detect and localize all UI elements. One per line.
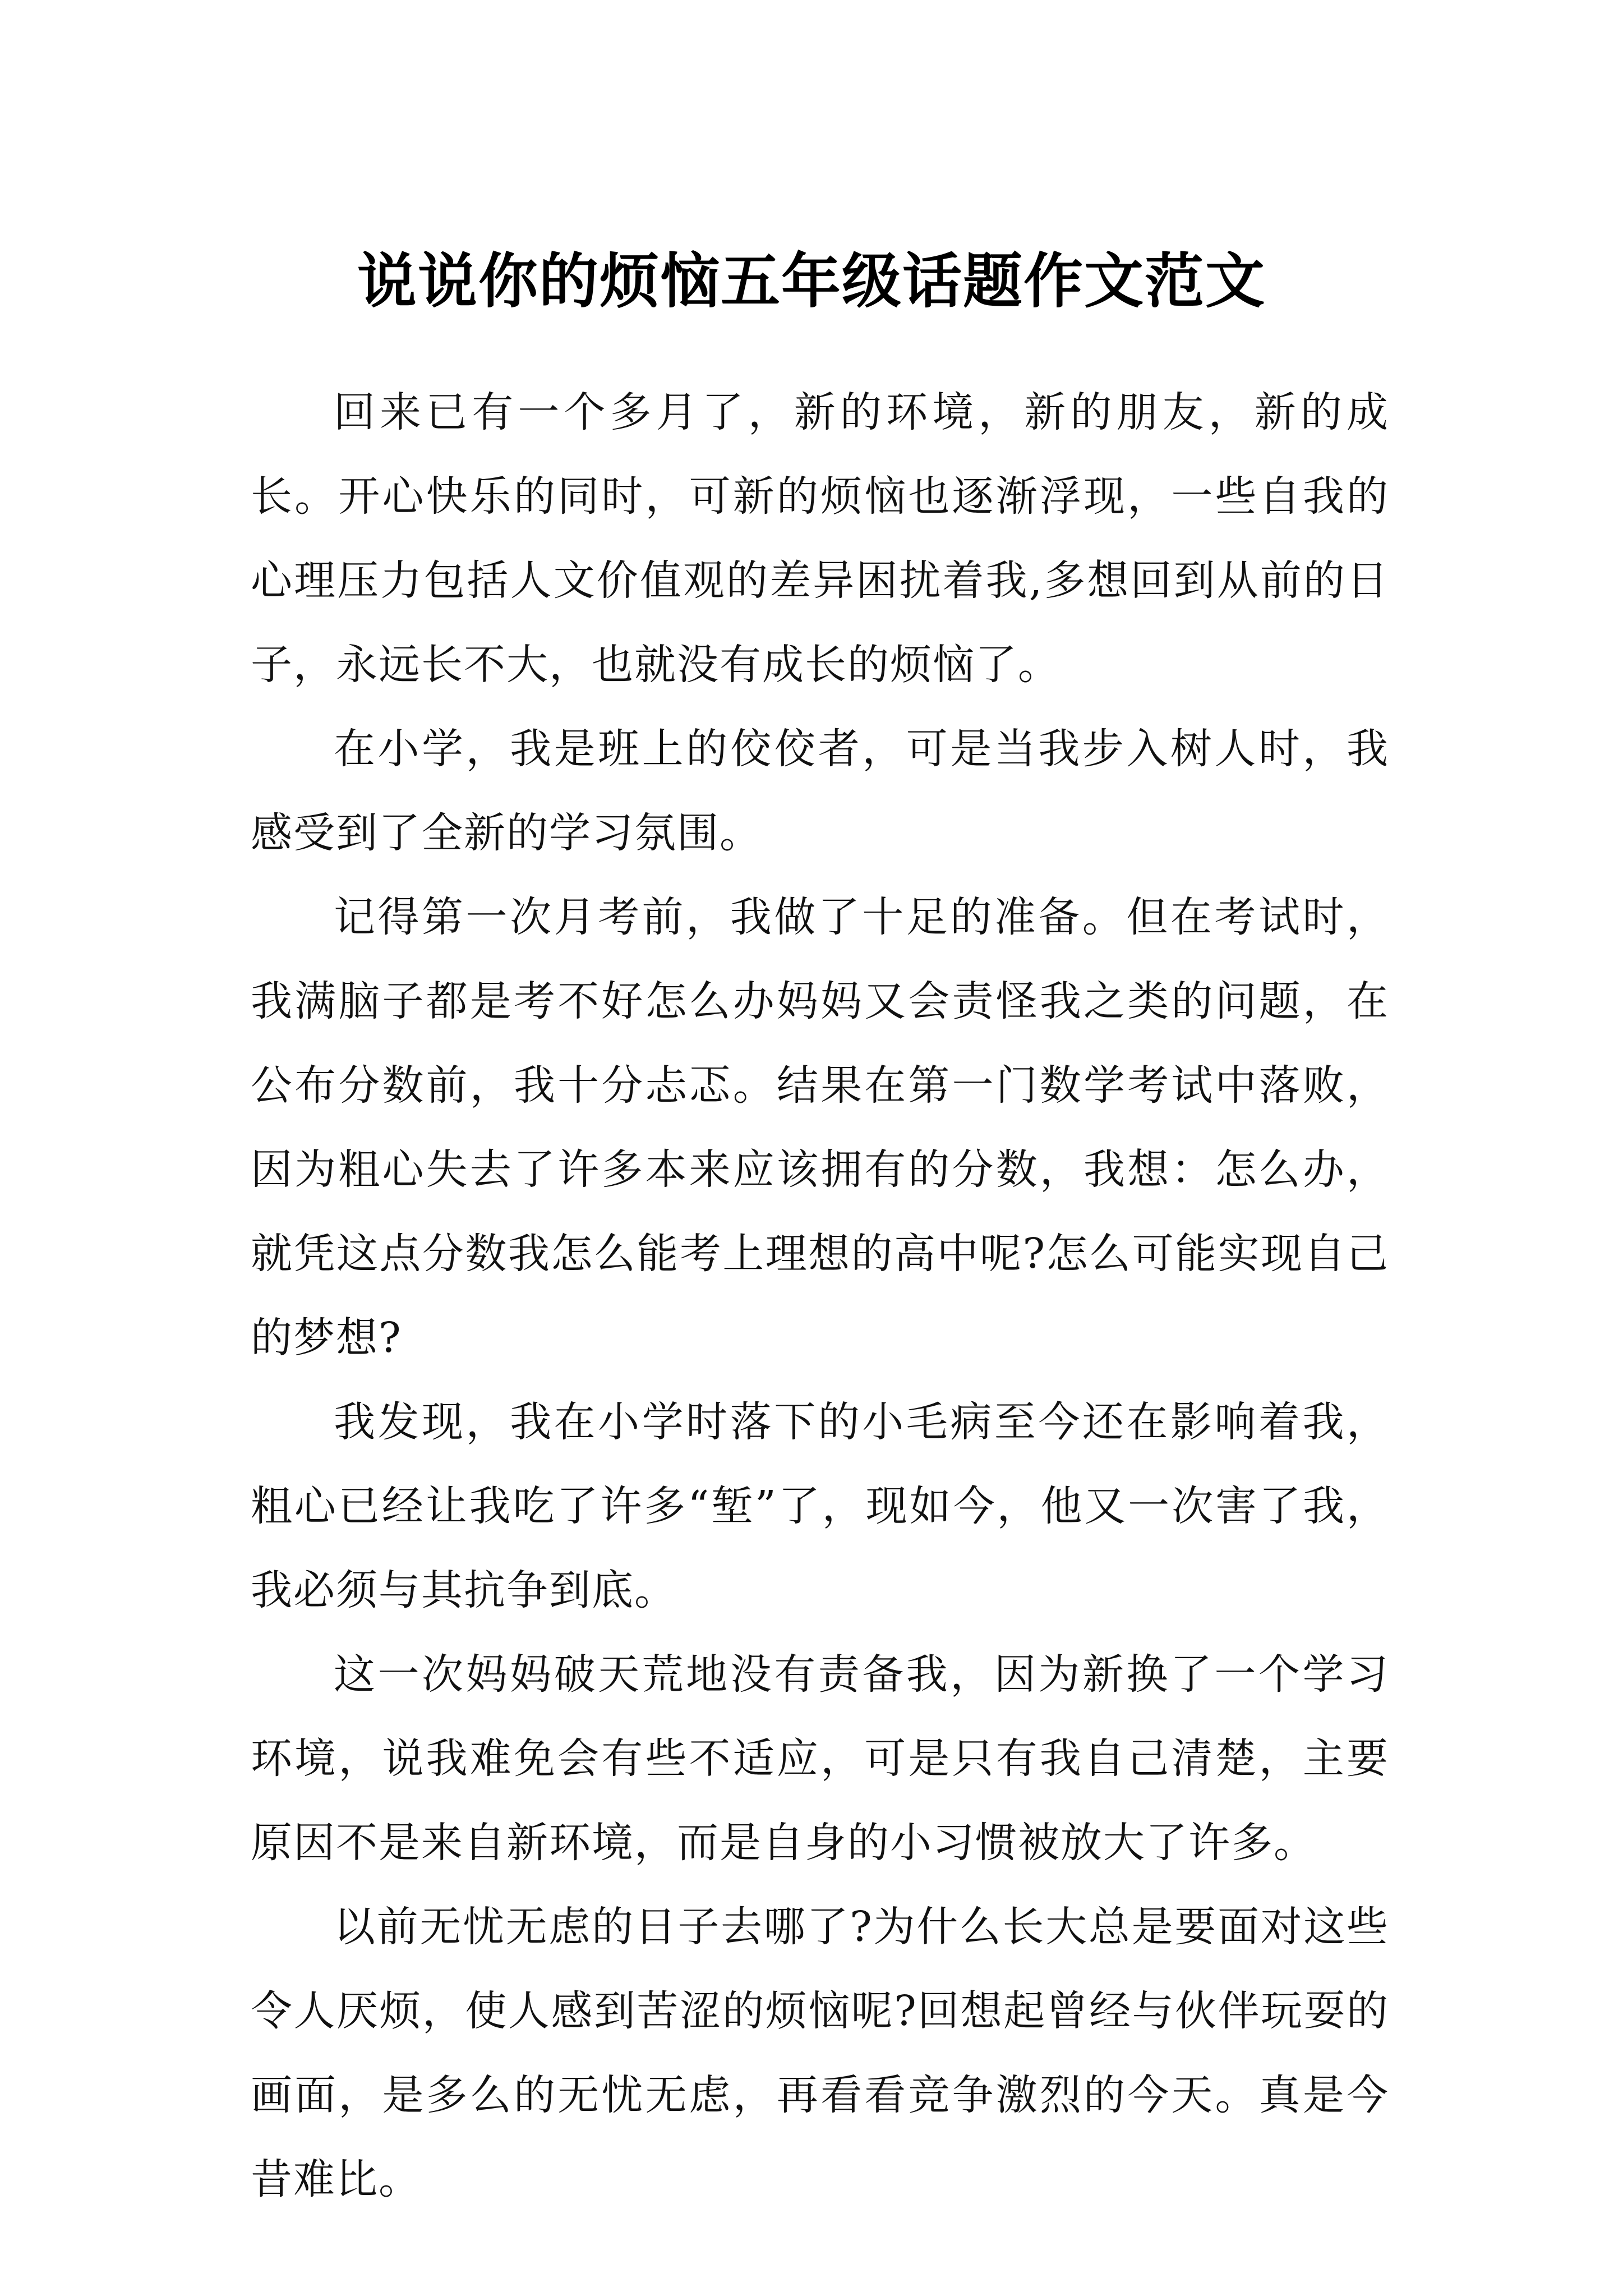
document-title: 说说你的烦恼五年级话题作文范文 (357, 246, 1266, 316)
paragraph: 记得第一次月考前，我做了十足的准备。但在考试时，我满脑子都是考不好怎么办妈妈又会责怪我之类的问题，在公布分数前，我十分忐忑。结果在第一门数学考试中落败，因为粗心失去了许多本来应该拥有的分数，我想：怎么办，就凭这点分数我怎么能考上理想的高中呢?怎么可能实现自己的梦想? (251, 893, 1389, 1362)
paragraph: 我发现，我在小学时落下的小毛病至今还在影响着我，粗心已经让我吃了许多“堑”了，现如今，他又一次害了我，我必须与其抗争到底。 (251, 1398, 1389, 1614)
document-body (251, 370, 1389, 2221)
paragraph: 以前无忧无虑的日子去哪了?为什么长大总是要面对这些令人厌烦，使人感到苦涩的烦恼呢?回想起曾经与伙伴玩耍的画面，是多么的无忧无虑，再看看竞争激烈的今天。真是今昔难比。 (251, 1903, 1389, 2203)
paragraph: 回来已有一个多月了，新的环境，新的朋友，新的成长。开心快乐的同时，可新的烦恼也逐渐浮现，一些自我的心理压力包括人文价值观的差异困扰着我,多想回到从前的日子，永远长不大，也就没有成长的烦恼了。 (251, 388, 1389, 689)
paragraph: 在小学，我是班上的佼佼者，可是当我步入树人时，我感受到了全新的学习氛围。 (251, 725, 1389, 857)
paragraph: 这一次妈妈破天荒地没有责备我，因为新换了一个学习环境，说我难免会有些不适应，可是只有我自己清楚，主要原因不是来自新环境，而是自身的小习惯被放大了许多。 (251, 1650, 1389, 1867)
